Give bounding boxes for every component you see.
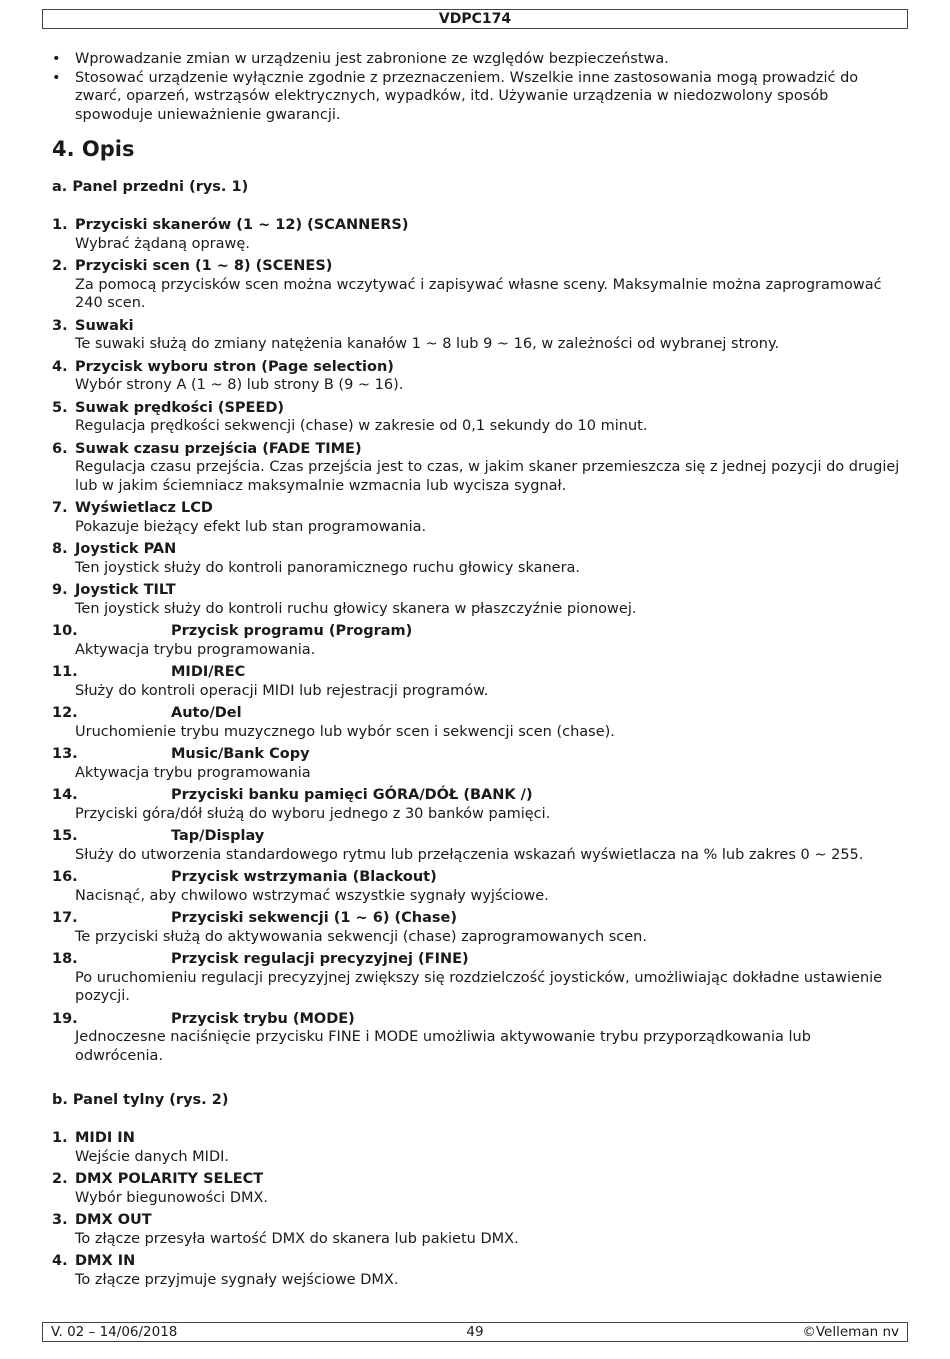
list-item	[52, 950, 902, 1006]
item-heading	[52, 499, 902, 518]
item-heading	[52, 1211, 902, 1230]
rear-panel-title: b. Panel tylny (rys. 2)	[52, 1092, 229, 1108]
item-title: Przyciski skanerów (1 ~ 12) (SCANNERS)	[75, 217, 409, 233]
list-item	[52, 663, 902, 700]
item-description: Aktywacja trybu programowania	[75, 764, 311, 781]
page-header	[42, 9, 908, 29]
item-number: 18.	[52, 951, 78, 967]
item-number: 2.	[52, 1171, 68, 1187]
item-description: Wybór strony A (1 ~ 8) lub strony B (9 ~ 16).	[75, 377, 404, 393]
item-description: Jednoczesne naciśnięcie przycisku FINE i MODE umożliwia aktywowanie trybu przyporządkowania lub odwrócenia.	[75, 1029, 811, 1064]
item-description: Pokazuje bieżący efekt lub stan programowania.	[75, 518, 427, 535]
item-number: 7.	[52, 500, 68, 516]
list-item	[52, 827, 902, 864]
list-item	[52, 499, 902, 536]
item-title: Suwak prędkości (SPEED)	[75, 399, 285, 416]
item-description: Te przyciski służą do aktywowania sekwencji (chase) zaprogramowanych scen.	[75, 928, 647, 945]
item-description: Służy do utworzenia standardowego rytmu lub przełączenia wskazań wyświetlacza na % lub zakres 0 ~ 255.	[75, 846, 864, 863]
item-heading	[52, 663, 902, 682]
item-heading	[52, 622, 902, 641]
item-heading	[52, 1010, 902, 1029]
item-heading	[52, 440, 902, 459]
item-title: Przycisk trybu (MODE)	[171, 1010, 355, 1027]
item-heading	[52, 827, 902, 846]
item-title: Joystick TILT	[75, 582, 176, 598]
list-item	[52, 1211, 902, 1248]
page-footer	[42, 1322, 908, 1342]
item-description: Aktywacja trybu programowania.	[75, 641, 316, 658]
item-number: 14.	[52, 787, 78, 803]
list-item	[52, 317, 902, 354]
item-description: To złącze przyjmuje sygnały wejściowe DMX.	[75, 1271, 399, 1288]
item-description: Wejście danych MIDI.	[75, 1148, 229, 1165]
page-number: 49	[466, 1324, 484, 1340]
item-title: MIDI/REC	[171, 664, 246, 680]
front-panel-title: a. Panel przedni (rys. 1)	[52, 179, 249, 195]
item-description: Regulacja czasu przejścia. Czas przejścia jest to czas, w jakim skaner przemieszcza się z jednej pozycji do drugiej lub w jakim ściemniacz maksymalnie wzmacnia lub wycisza sygnał.	[75, 459, 900, 494]
item-number: 4.	[52, 358, 68, 375]
footer-copyright: ©Velleman nv	[802, 1324, 899, 1340]
list-item	[52, 745, 902, 782]
item-title: Music/Bank Copy	[171, 746, 310, 762]
item-heading	[52, 399, 902, 418]
list-item	[52, 358, 902, 395]
list-item	[52, 1129, 902, 1166]
item-title: Przycisk regulacji precyzyjnej (FINE)	[171, 951, 469, 967]
item-heading	[52, 745, 902, 764]
item-title: Auto/Del	[171, 705, 242, 721]
item-number: 12.	[52, 705, 78, 721]
item-title: Przycisk programu (Program)	[171, 623, 413, 639]
item-number: 11.	[52, 664, 78, 680]
item-description: Ten joystick służy do kontroli panoramicznego ruchu głowicy skanera.	[75, 559, 581, 576]
item-heading	[52, 317, 902, 336]
section-title: 4. Opis	[52, 137, 135, 161]
item-heading	[52, 257, 902, 276]
item-heading	[52, 786, 902, 805]
item-title: Przyciski banku pamięci GÓRA/DÓŁ (BANK /)	[171, 787, 533, 803]
item-number: 6.	[52, 440, 68, 457]
item-description: Uruchomienie trybu muzycznego lub wybór scen i sekwencji scen (chase).	[75, 723, 615, 740]
item-number: 8.	[52, 541, 68, 557]
list-item	[52, 581, 902, 618]
item-heading	[52, 581, 902, 600]
item-title: MIDI IN	[75, 1130, 135, 1146]
item-heading	[52, 358, 902, 377]
list-item	[52, 216, 902, 253]
list-item	[52, 1010, 902, 1066]
item-number: 15.	[52, 828, 78, 844]
list-item	[52, 540, 902, 577]
item-title: DMX IN	[75, 1253, 136, 1269]
item-heading	[52, 704, 902, 723]
list-item	[52, 399, 902, 436]
item-title: Tap/Display	[171, 828, 265, 844]
list-item	[52, 440, 902, 496]
item-description: Nacisnąć, aby chwilowo wstrzymać wszystkie sygnały wyjściowe.	[75, 887, 549, 904]
page-content	[52, 50, 902, 1293]
item-number: 1.	[52, 217, 68, 233]
item-heading	[52, 216, 902, 235]
item-number: 5.	[52, 399, 68, 416]
item-title: Przycisk wyboru stron (Page selection)	[75, 358, 394, 375]
item-heading	[52, 540, 902, 559]
item-number: 1.	[52, 1130, 68, 1146]
list-item	[52, 622, 902, 659]
item-number: 10.	[52, 623, 78, 639]
front-panel-list	[52, 216, 902, 1065]
item-title: Przyciski scen (1 ~ 8) (SCENES)	[75, 258, 333, 274]
item-description: Ten joystick służy do kontroli ruchu głowicy skanera w płaszczyźnie pionowej.	[75, 600, 637, 617]
item-description: Po uruchomieniu regulacji precyzyjnej zwiększy się rozdzielczość joysticków, umożliwiając dokładne ustawienie pozycji.	[75, 969, 883, 1004]
item-description: Wybrać żądaną oprawę.	[75, 235, 250, 252]
item-number: 9.	[52, 582, 68, 598]
item-heading	[52, 868, 902, 887]
item-title: Przyciski sekwencji (1 ~ 6) (Chase)	[171, 910, 457, 926]
item-title: DMX POLARITY SELECT	[75, 1171, 264, 1187]
list-item	[52, 704, 902, 741]
item-number: 2.	[52, 258, 68, 274]
bullet-item: • Wprowadzanie zmian w urządzeniu jest zabronione ze względów bezpieczeństwa.	[52, 50, 902, 69]
item-heading	[52, 950, 902, 969]
item-number: 13.	[52, 746, 78, 762]
rear-panel-list	[52, 1129, 902, 1289]
item-description: Te suwaki służą do zmiany natężenia kanałów 1 ~ 8 lub 9 ~ 16, w zależności od wybranej strony.	[75, 336, 780, 352]
item-heading	[52, 909, 902, 928]
item-number: 3.	[52, 1212, 68, 1228]
list-item	[52, 868, 902, 905]
list-item	[52, 257, 902, 313]
item-number: 4.	[52, 1253, 68, 1269]
item-description: Służy do kontroli operacji MIDI lub rejestracji programów.	[75, 682, 489, 699]
item-description: Za pomocą przycisków scen można wczytywać i zapisywać własne sceny. Maksymalnie można zaprogramować 240 scen.	[75, 276, 882, 311]
item-number: 3.	[52, 317, 68, 334]
document-code: VDPC174	[438, 11, 512, 27]
list-item	[52, 1252, 902, 1289]
list-item	[52, 909, 902, 946]
item-title: Joystick PAN	[75, 541, 177, 557]
item-heading	[52, 1129, 902, 1148]
bullet-item: • Stosować urządzenie wyłącznie zgodnie z przeznaczeniem. Wszelkie inne zastosowania mogą prowadzić do zwarć, oparzeń, wstrząsów elektrycznych, wypadków, itd. Używanie urządzenia w niedozwolony sposób spowoduje unieważnienie gwarancji.	[52, 69, 902, 125]
item-number: 19.	[52, 1010, 78, 1027]
item-title: DMX OUT	[75, 1212, 152, 1228]
item-description: To złącze przesyła wartość DMX do skanera lub pakietu DMX.	[75, 1230, 519, 1247]
item-title: Wyświetlacz LCD	[75, 500, 213, 516]
list-item	[52, 1170, 902, 1207]
item-heading	[52, 1170, 902, 1189]
item-description: Regulacja prędkości sekwencji (chase) w zakresie od 0,1 sekundy do 10 minut.	[75, 418, 648, 434]
item-number: 16.	[52, 869, 78, 885]
item-title: Suwaki	[75, 317, 134, 334]
item-description: Przyciski góra/dół służą do wyboru jednego z 30 banków pamięci.	[75, 805, 551, 822]
item-number: 17.	[52, 910, 78, 926]
item-description: Wybór biegunowości DMX.	[75, 1189, 269, 1206]
footer-version: V. 02 – 14/06/2018	[51, 1324, 178, 1340]
item-title: Suwak czasu przejścia (FADE TIME)	[75, 440, 362, 457]
list-item	[52, 786, 902, 823]
item-heading	[52, 1252, 902, 1271]
item-title: Przycisk wstrzymania (Blackout)	[171, 869, 437, 885]
safety-bullets	[52, 50, 902, 124]
